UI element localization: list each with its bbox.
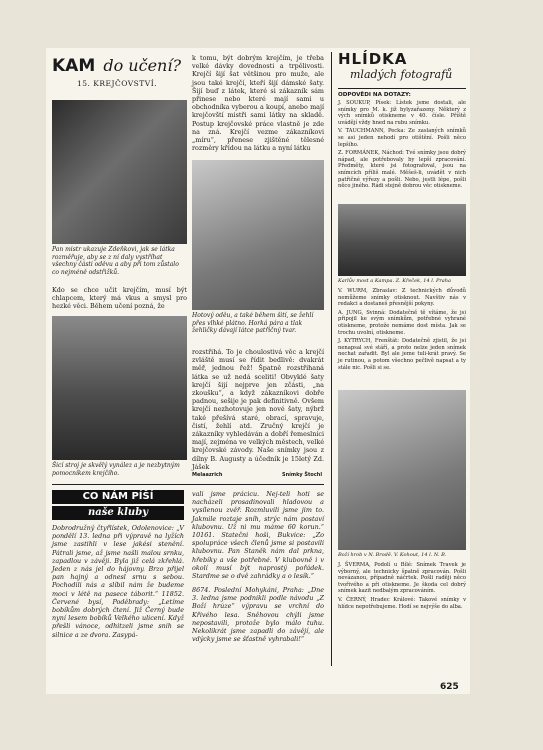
kluby-col2: vali jsme prácicu. Nej-teli hoti se nacházeli prosadinovali hladovou a vysílenou zvěř. Rozmluvili jsme jim to. Jakmile roztaje sníh, strýc nám postaví klubovnu. Už ni mu máme 60 korun.“ 10161. Statečni hoši, Bukvice: „Zo spolupráce všech členů jsme si postavili klubovnu. Pan Staněk nám dal prkna, hřebíky a vše potřebné. V klubovně i v okolí musí být naprostý pořádek. Stardme se o dvě zahrádky a o lesík.“	[192, 490, 324, 581]
kluby-rule	[52, 484, 324, 485]
credit-left: Melaazrich	[192, 472, 223, 478]
section-title: 15. KREJČOVSTVÍ.	[76, 79, 158, 88]
caption-master: Pan mistr ukazuje Zdeňkovi, jak se látka rozměřuje, aby se z ní daly vystříhat všechny části oděvu a aby při tom zůstalo co nejméně odstřižků.	[52, 246, 179, 276]
hlidka-header	[338, 50, 466, 81]
kluby-bar-2: naše kluby	[52, 506, 184, 520]
answers-block-3	[338, 562, 466, 610]
answer-item: A. JUNG, Svinná: Dodatečně tě vítáme, že jsi připojil ke svým snímkům, potřebné vyhrané otiskneme, protože nemáme dost místa. Jak se trochu uvolní, otiskneme.	[338, 309, 466, 336]
answer-item: J. SOUKUP, Písek: Lístek jsme dostali, ale snímky pro M. k. již bylyzařazeny. Některý z vých snímků otiskneme v 40. čísle. Příště uvádějí vždy hned na rubu snímku.	[338, 100, 466, 126]
answers-heading: ODPOVĚDI NA DOTAZY:	[338, 92, 411, 98]
page-number: 625	[440, 682, 459, 692]
article-header	[52, 56, 182, 94]
answer-item: J. ŠVERMA, Podolí u Bílé: Snímek Travek je výborný, ale technicky špatně zpracován. Pošli nevázanou, případně náčrtek. Pošli raději něco tvořivého a při otiskneme. Je škoda cel dobrý snímek kazit nedbalým zpracováním.	[338, 562, 466, 595]
kluby-col3: 8674. Poslední Mohykáni, Praha: „Dne 3. ledna jsme podnikli podle návodu „Z Boží hrúze“ výpravu se vrchní do Křivého lesa. Sněhovou chýli jsme nepostavili, protože bylo málo tuhu. Nekolikrát jsme zapadli do závějí, ale vdýcky jsme se šťastně vyhrabali!“	[192, 586, 324, 644]
hlidka-subtitle: mladých fotografů	[350, 68, 453, 81]
kluby-col1: Dobrodružný čtyřlístek, Odolenovice: „V pondělí 13. ledna při výpravě na lyžích jsme zastihli v lese jakési stenění. Pátrali jsme, až jsme našli malou srnku, zapadlou v závěji. Byla již celá zkřehlá. Jeden z nás jel do hájovny. Brzo přijel pan hajný a odnesl srnu s sebou. Pochodili nás a slíbil nám že budeme moci v létě na pasece táborit.“ 11852. Červené bysí, Poděbrady: „Letíme bobíkům dobrých čtení. Již Černý bude nyní lesem bobíků Velkého ulicení. Když přešli vánoce, odhitzeli jsme snih se silnice a ze dvora. Zasypá-	[52, 524, 184, 639]
hlidka-rule	[338, 88, 466, 89]
photo-ironing	[192, 160, 324, 310]
article-col1-text: Kdo se chce učit krejčím, musí být chlapcem, který má vkus a smysl pro hezké věci. Během učení pozná, že	[52, 286, 187, 311]
article-col2-text2: rozstřihá. To je choulostivá věc a krejčí zvláště musí se řídit bedlivě: dvakrát měř, jednou řež! Špatně rozstřihaná látka se už nedá sceliti! Obvyklé šaty krejčí šijí nejprve jen zčásti, „na zkoušku“, a když zákazníkovi dobře padnou, sešije je pak definitivně. Ovšem krejčí nezhotovuje jen nové šaty, nýbrž také přešívá staré, obrací, spravuje, čistí, žehlí atd. Zručný krejčí je zákazníky vyhledáván a dobří řemeslníci mají, zejména ve velkých městech, velké krejčovské závody. Naše snímky jsou z dílny B. Augusty a účedník je 15letý Zd. Jášek	[192, 348, 324, 471]
header-do-uceni: do učení?	[103, 56, 182, 75]
answer-item: V. WURM, Zbraslav: Z technických důvodů nemůžeme snímky otisknout. Navštiv nás v redakci a dostaneš přesnější pokyny.	[338, 288, 466, 308]
caption-church: Boží hrob v N. Brodě. V. Kohout, 14 l. N. B.	[338, 552, 447, 558]
credit-right: Snímky Štochl	[282, 472, 323, 478]
caption-ironing: Hotový oděu, a také během šití, se žehlí přes vlhké plátno. Horká pára a tlak žehličky dávají látce patřičný tvar.	[192, 312, 314, 335]
answer-item: Z. FORMÁNEK, Náchod: Tvé snímky jsou dobrý nápad, ale potřebovaly by lepší zpracování. Předměty, které jsi fotografoval, jsou na snímcích příliš malé. Měšeš-li, uvádět v nich patřičné výřezy a pošli. Nebo, jestli lépe, pošli něco jiného. Rádi stejně dobrou věc otiskneme.	[338, 150, 466, 190]
caption-sewing: Šicí stroj je skvělý vynález a je nezbytným pomocníkem krejčího.	[52, 462, 180, 477]
photo-sewing-machine	[52, 316, 187, 460]
column-divider	[331, 52, 332, 666]
photo-charles-bridge	[338, 204, 466, 276]
kluby-bar-1: CO NÁM PÍŠÍ	[52, 490, 184, 504]
answer-item: J. KYTRYCH, Frenštát: Dodatečně zjistil, že jsi nenapsal své stáří, a proto nelze jeden snímek nechat zařadit. Byl ale jeme tuli-krát pravý. Se je rutinou, a potom všechno pečlivě napsat a ty stále nic. Pošli si se.	[338, 338, 466, 371]
hlidka-title: HLÍDKA	[338, 50, 408, 68]
caption-bridge: Karlův most a Kampa. Z. Křeček, 14 l. Praha	[338, 278, 451, 284]
header-kam: KAM	[52, 56, 96, 76]
answer-item: V. TAUCHMANN, Pecka: Ze zaslaných snímků se asi jeden nehodí pro otištění. Pošli něco lepšího.	[338, 128, 466, 148]
magazine-page	[46, 48, 470, 694]
photo-church	[338, 390, 466, 550]
photo-master-measuring	[52, 100, 187, 244]
answers-block-2	[338, 288, 466, 371]
article-col2-text: k tomu, být dobrým krejčím, je třeba velké dávky dovednosti a trpělivosti. Krejčí šijí šat většinou pro muže, ale jsou také krejčí, kteří šijí dámské šaty. Šijí buď z látek, které si zákazník sám přinese nebo které mají sami u obchodníka vyberou a koupí, anebo mají krejčovští mistři sami látky na skladě. Postup krejčovské práce vlastně je zde na zná. Krejčí vezme zákazníkovi „míru“, přenese zjištěné tělesné rozměry křídou na látku a nyní látku	[192, 54, 324, 153]
answers-block-1	[338, 100, 466, 190]
answer-item: V. ČERNÝ, Hradec Králové: Takové snímky v hlídce nepotřebujeme. Hodí se nejvýše do alba.	[338, 596, 466, 610]
